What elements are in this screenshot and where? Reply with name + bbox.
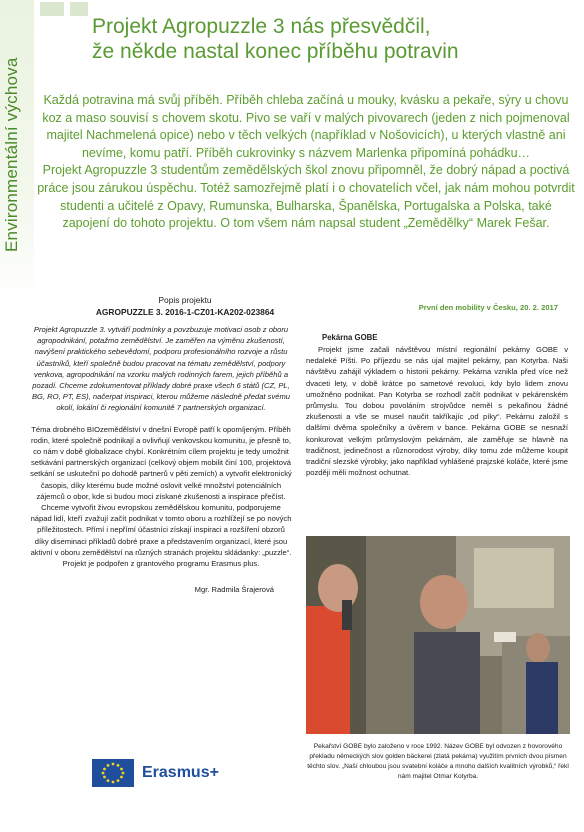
sidebar-label: Environmentální výchova [2,57,21,253]
right-column [306,333,568,478]
photo-caption: Pekařství GOBE bylo založeno v roce 1992. Název GOBE byl odvozen z hovorového překladu německých slov golden bäckerei (zlatá pekárna) využitím prvních dvou písmen těchto slov. „Naší chloubou jsou svatební koláče a mnoho dalších kvalitních výrobků,“ řekl nám majitel Otmar Kotyrba. [307,743,569,780]
project-support-note: Projekt je podpořen z grantového programu Erasmus plus. [62,559,260,569]
title-line-1: Projekt Agropuzzle 3 nás přesvědčil, [92,15,431,38]
eu-flag-icon [92,759,134,787]
project-body: Téma drobného BIOzemědělství v dnešní Evropě patří k opomíjeným. Příběh rodin, které společně podnikají a ovlivňují venkovskou komunitu, je přesně to, co nám v době globalizace chybí. Konkrétním cílem projektu je tedy umožnit setkávání partnerských organizací (celkový objem mobilit činí 100, projektová setkání se uskuteční po dohodě partnerů v pěti zemích) a vytvořit elektronický časopis, díky kterému bude možné oslovit velké množství potenciálních zájemců o obor, kde si budou moci získané zkušenosti a inspirace přečíst. Chceme vytvořit živou evropskou zemědělskou komunitu, podporujeme nápad lidí, kteří zvažují začít podnikat v tomto oboru a rozhlížejí se po nových příležitostech. Přímí i nepřímí účastníci získají inspiraci a rozšíření obzorů díky diseminaci příkladů dobré praxe a představením organizací, které jsou aktivní v oboru zemědělství na různých stranách projektu skládanky: „puzzle“. [30,424,292,557]
decor-bar [70,2,88,16]
title-line-2: že někde nastal konec příběhu potravin [92,40,459,63]
author-signature: Mgr. Radmila Šrajerová [194,585,274,595]
project-description-header [80,294,290,318]
decor-bar [40,2,64,16]
page-title [92,14,562,64]
intro-text [36,92,576,233]
project-summary: Projekt Agropuzzle 3. vytváří podmínky a povzbuzuje motivaci osob z oboru agropodnikání, potažmo zemědělství. Je zaměřen na výměnu zkušeností, navýšení praktického sebevědomí, podporu profesionálního rozvoje a růstu účastníků, kteří společně budou pracovat na tématu zemědělství, podpory venkova, agropodnikání na vzorku malých rodinných farem, jejich příběhů a pozadí. Chceme zdokumentovat příklady dobré praxe všech 6 států (CZ, PL, BG, RO, PT, ES), načerpat inspiraci, kterou můžeme následně předat svému okolí, lokální či regionální komunitě 7 partnerských organizací. [31,325,291,413]
intro-paragraph-2: Projekt Agropuzzle 3 studentům zemědělských škol znovu připomněl, že dobrý nápad a poctivá práce jsou zárukou úspěchu. Totéž samozřejmě platí i o chovatelích včel, jak nám mohou potvrdit studenti a učitelé z Opavy, Rumunska, Bulharska, Španělska, Portugalska a Polska, také zapojení do tohoto projektu. O tom všem nám napsal student „Zemědělky“ Marek Fešar. [37,163,575,231]
project-description-label: Popis projektu [158,295,212,305]
bakery-heading: Pekárna GOBE [322,333,378,342]
mobility-date: První den mobility v Česku, 20. 2. 2017 [418,303,558,312]
bakery-photo [306,536,570,734]
project-code: AGROPUZZLE 3. 2016-1-CZ01-KA202-023864 [95,307,275,317]
sidebar-band [0,0,34,300]
erasmus-wordmark: Erasmus+ [142,764,219,781]
bakery-paragraph: Projekt jsme začali návštěvou místní regionální pekárny GOBE v nedaleké Píšti. Po příjezdu se nás ujal majitel pekárny, pan Kotyrba. Naši návštěvu zahájil výkladem o historii pekárny. Pekárna vznikla před více než dvaceti lety, v době krátce po sametové revoluci, kdy bylo lidem znovu umožněno podnikat. Pan Kotyrba se rozhodl začít podnikat v pekárenském průmyslu. Tou dobou povoláním strojvůdce neměl s pekařinou žádné zkušenosti a vše se musel naučit takříkajíc „od píky“. Pekárnu založil s dalšími dvěma společníky a úvěrem v bance. Pekárna GOBE se nesnaží konkurovat velkým průmyslovým pekárnám, ale zaměřuje se hlavně na tradičnost, jedinečnost a různorodost výroby, díky tomu zde můžeme koupit tradiční slezské výrobky, jako například vyhlášené prajzské koláče, které jsme později měli možnost ochutnat. [306,345,568,478]
bakery-photo-illustration [306,536,570,734]
intro-paragraph-1: Každá potravina má svůj příběh. Příběh chleba začíná u mouky, kvásku a pekaře, sýry u chovu koz a maso souvisí s chovem skotu. Pivo se vaří v malých pivovarech (jeden z nich pojmenoval majitel Nachmelená opice) nebo v těch velkých (například v Nošovicích), u kterých vlastně ani nevíme, komu patří. Příběh cukrovinky s názvem Marlenka připomíná pohádku… [42,93,570,160]
erasmus-logo [92,758,232,788]
left-column [30,324,292,594]
